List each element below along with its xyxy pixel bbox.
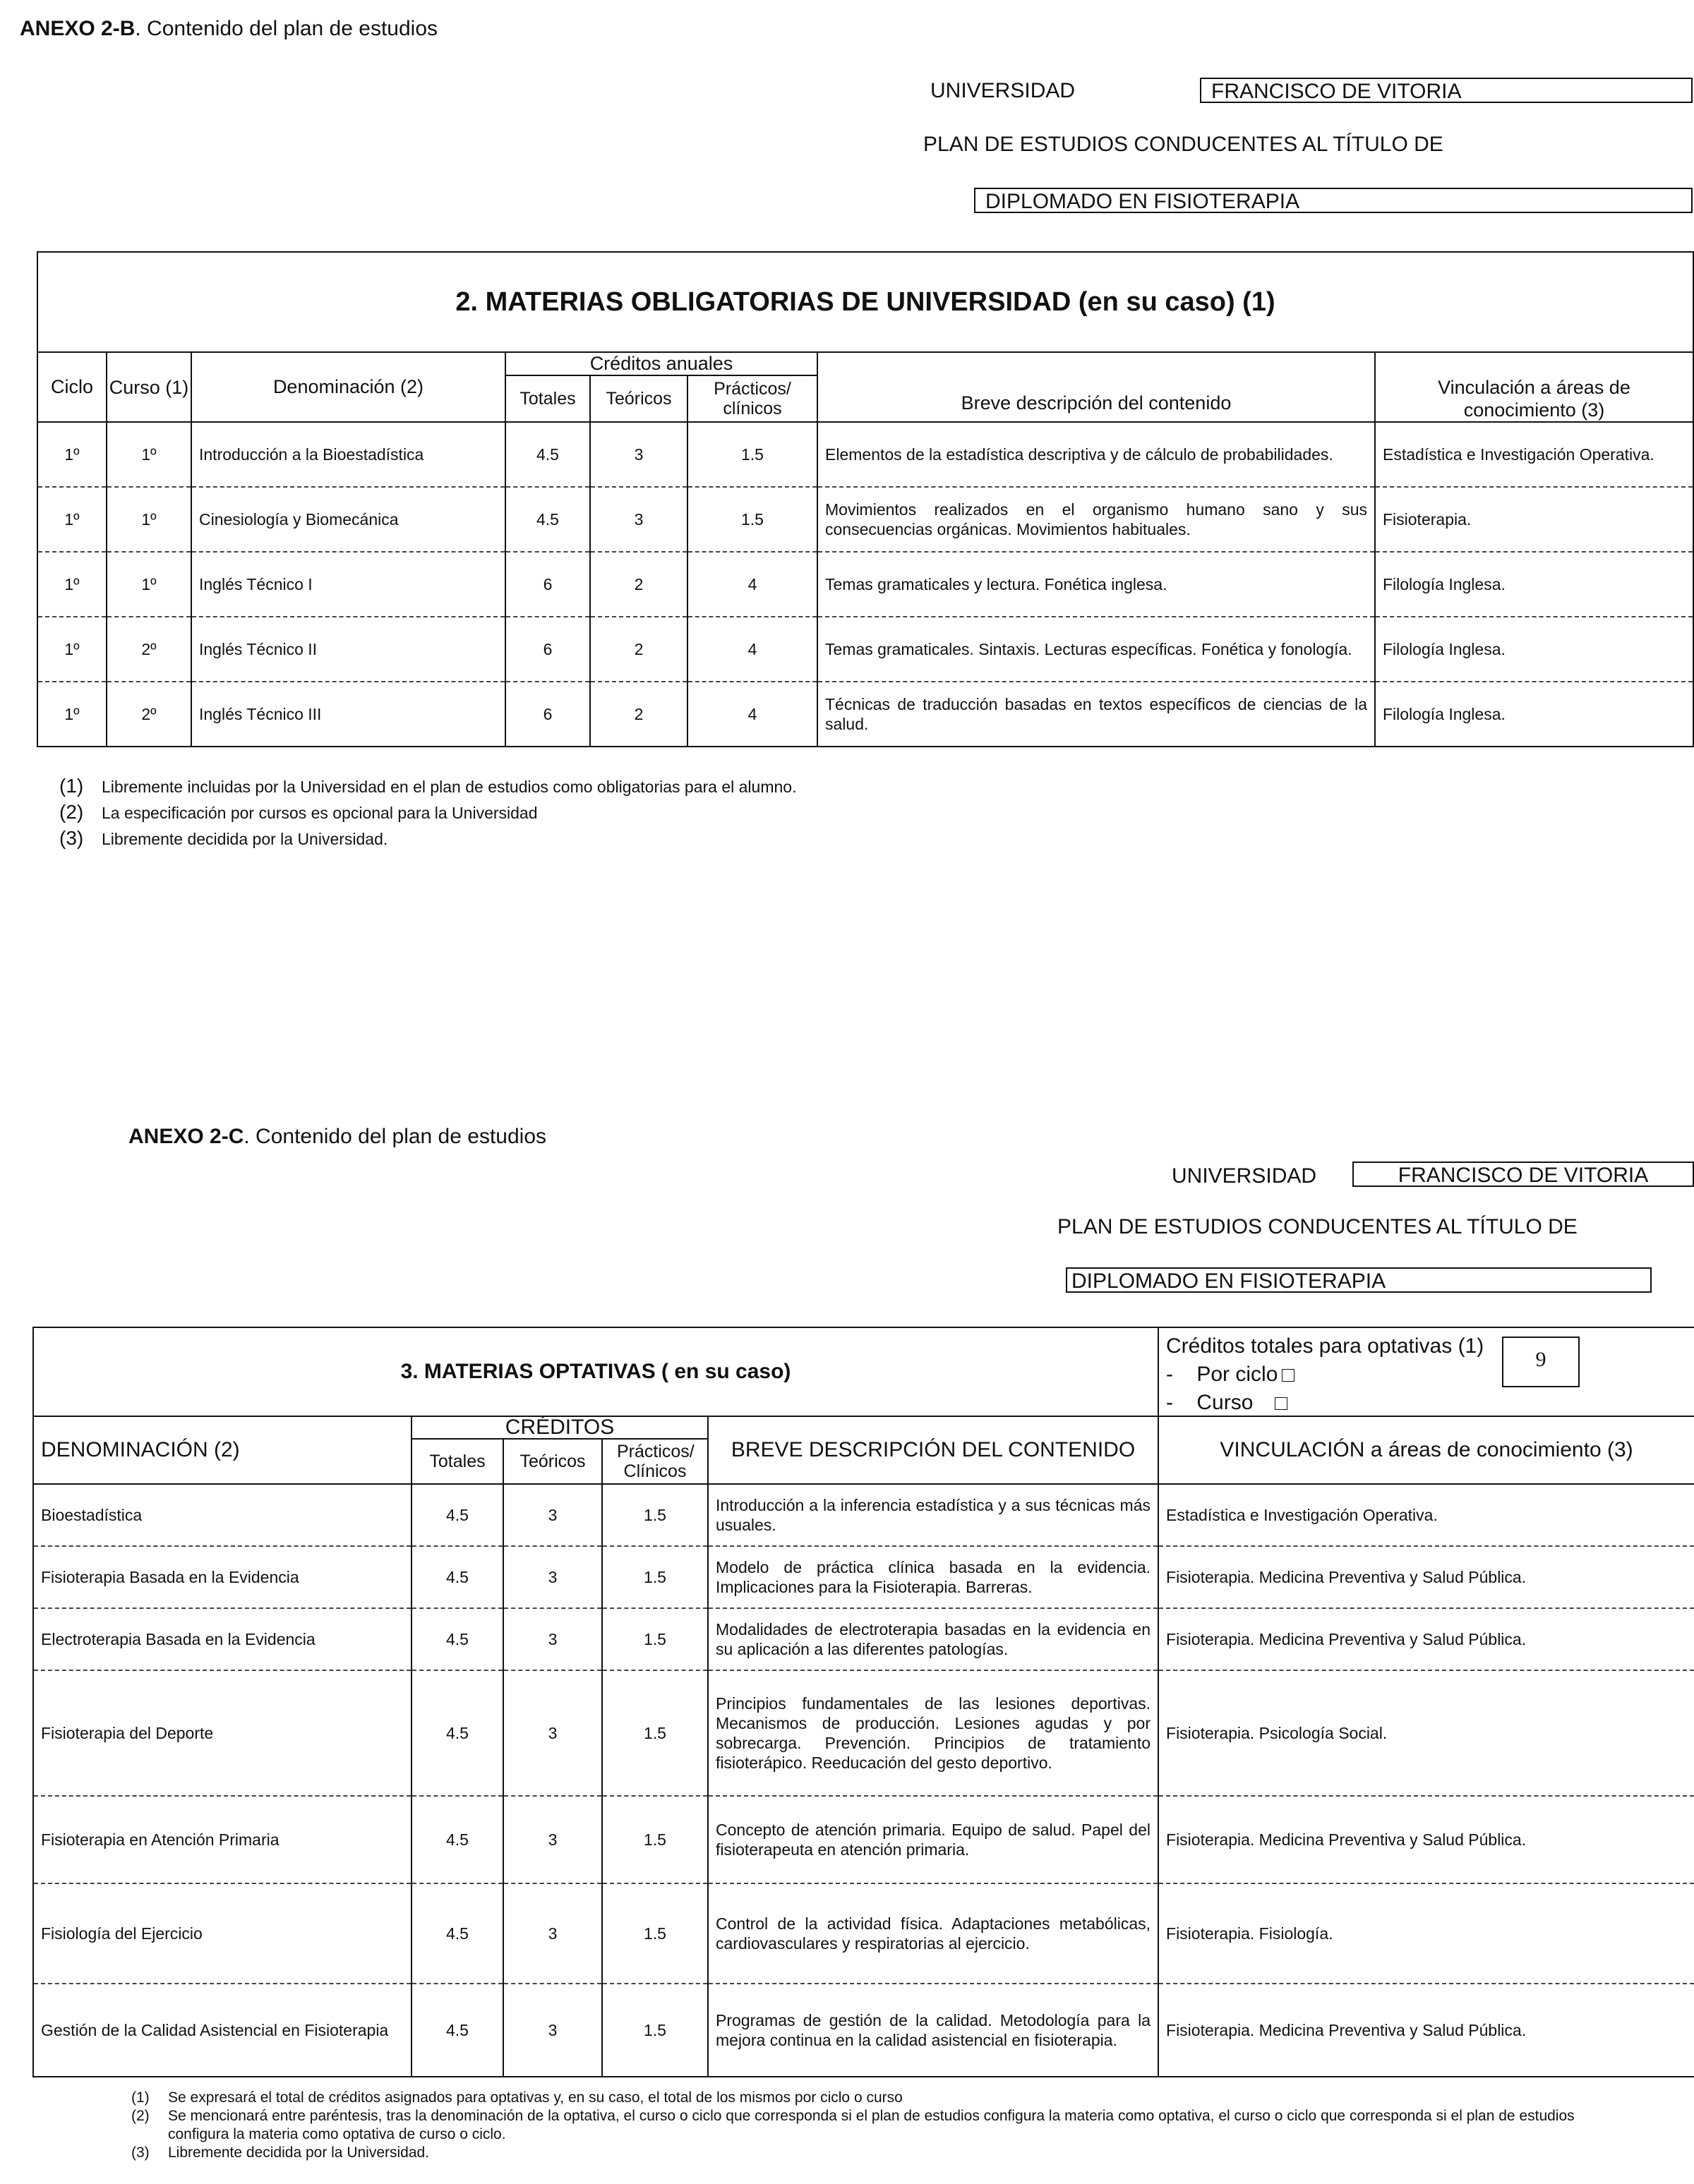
cell-descripcion: Temas gramaticales. Sintaxis. Lecturas específicas. Fonética y fonología. <box>817 617 1375 682</box>
table2-footnotes <box>131 2089 1585 2162</box>
cell-descripcion: Concepto de atención primaria. Equipo de salud. Papel del fisioterapeuta en atención primaria. <box>708 1796 1158 1883</box>
por-ciclo-checkbox <box>1282 1369 1294 1382</box>
cell-vinculacion: Fisioterapia. Psicología Social. <box>1158 1670 1694 1796</box>
cell-vinculacion: Fisioterapia. Fisiología. <box>1158 1883 1694 1984</box>
cell-descripcion: Introducción a la inferencia estadística y a sus técnicas más usuales. <box>708 1484 1158 1546</box>
table-row <box>33 1484 1694 1546</box>
cell-teoricos: 2 <box>590 552 687 617</box>
creditos-totales-cell <box>1158 1327 1694 1416</box>
titulo-field: DIPLOMADO EN FISIOTERAPIA <box>974 188 1693 213</box>
table-row <box>33 1608 1694 1670</box>
footnote-2: (2) La especificación por cursos es opcional para la Universidad <box>59 801 538 823</box>
cell-teoricos: 2 <box>590 682 687 747</box>
table1-title: 2. MATERIAS OBLIGATORIAS DE UNIVERSIDAD (en su caso) (1) <box>37 252 1693 352</box>
footnote2-1: (1) Se expresará el total de créditos asignados para optativas y, en su caso, el total de los mismos por ciclo o curso <box>131 2089 903 2106</box>
cell-descripcion: Principios fundamentales de las lesiones deportivas. Mecanismos de producción. Lesiones agudas y por sobrecarga. Prevención. Principios de tratamiento fisioterápico. Reeducación del gesto deportivo. <box>708 1670 1158 1796</box>
th2-practicos: Prácticos/ Clínicos <box>602 1439 708 1484</box>
table2-title: 3. MATERIAS OPTATIVAS ( en su caso) <box>33 1327 1158 1416</box>
cell-denominacion: Fisioterapia Basada en la Evidencia <box>33 1546 412 1608</box>
cell-vinculacion: Filología Inglesa. <box>1375 552 1693 617</box>
cell-denominacion: Inglés Técnico III <box>191 682 505 747</box>
cell-denominacion: Inglés Técnico I <box>191 552 505 617</box>
cell-totales: 6 <box>505 552 590 617</box>
plan-label: PLAN DE ESTUDIOS CONDUCENTES AL TÍTULO DE <box>923 133 1443 156</box>
cell-totales: 4.5 <box>505 487 590 552</box>
cell-totales: 4.5 <box>412 1984 503 2077</box>
cell-curso: 2º <box>107 617 191 682</box>
table-row <box>33 1883 1694 1984</box>
th2-denominacion: DENOMINACIÓN (2) <box>33 1416 412 1484</box>
cell-practicos: 1.5 <box>687 487 817 552</box>
footnote-1: (1) Libremente incluidas por la Universidad en el plan de estudios como obligatorias para el alumno. <box>59 775 797 797</box>
cell-teoricos: 3 <box>503 1670 602 1796</box>
table-row <box>37 682 1693 747</box>
curso-checkbox <box>1275 1397 1287 1410</box>
cell-totales: 4.5 <box>412 1546 503 1608</box>
cell-denominacion: Inglés Técnico II <box>191 617 505 682</box>
cell-practicos: 4 <box>687 682 817 747</box>
curso-option: - Curso <box>1166 1389 1484 1416</box>
th-practicos: Prácticos/ clínicos <box>687 375 817 422</box>
cell-vinculacion: Fisioterapia. <box>1375 487 1693 552</box>
table-row <box>37 617 1693 682</box>
cell-totales: 6 <box>505 617 590 682</box>
th-denominacion: Denominación (2) <box>191 352 505 422</box>
footnote-3: (3) Libremente decidida por la Universidad. <box>59 827 388 849</box>
cell-totales: 6 <box>505 682 590 747</box>
cell-vinculacion: Fisioterapia. Medicina Preventiva y Salud Pública. <box>1158 1796 1694 1883</box>
cell-teoricos: 3 <box>503 1484 602 1546</box>
cell-vinculacion: Fisioterapia. Medicina Preventiva y Salud Pública. <box>1158 1546 1694 1608</box>
cell-teoricos: 3 <box>590 487 687 552</box>
cell-denominacion: Fisioterapia del Deporte <box>33 1670 412 1796</box>
por-ciclo-option: - Por ciclo <box>1166 1361 1484 1389</box>
cell-totales: 4.5 <box>412 1796 503 1883</box>
cell-descripcion: Modalidades de electroterapia basadas en la evidencia en su aplicación a las diferentes patologías. <box>708 1608 1158 1670</box>
th2-creditos: CRÉDITOS <box>412 1416 708 1439</box>
cell-curso: 2º <box>107 682 191 747</box>
cell-descripcion: Técnicas de traducción basadas en textos específicos de ciencias de la salud. <box>817 682 1375 747</box>
cell-teoricos: 3 <box>503 1984 602 2077</box>
cell-curso: 1º <box>107 552 191 617</box>
anexo-2c-text: . Contenido del plan de estudios <box>244 1125 547 1148</box>
cell-ciclo: 1º <box>37 487 107 552</box>
cell-practicos: 1.5 <box>602 1883 708 1984</box>
plan-label-2: PLAN DE ESTUDIOS CONDUCENTES AL TÍTULO DE <box>1057 1215 1578 1238</box>
anexo-2b-text: . Contenido del plan de estudios <box>135 17 438 40</box>
cell-practicos: 1.5 <box>602 1546 708 1608</box>
table-row <box>37 422 1693 487</box>
cell-totales: 4.5 <box>412 1484 503 1546</box>
table1-footnotes <box>59 773 1612 852</box>
th-teoricos: Teóricos <box>590 375 687 422</box>
cell-descripcion: Temas gramaticales y lectura. Fonética inglesa. <box>817 552 1375 617</box>
cell-descripcion: Programas de gestión de la calidad. Metodología para la mejora continua en la calidad asistencial en fisioterapia. <box>708 1984 1158 2077</box>
cell-denominacion: Gestión de la Calidad Asistencial en Fisioterapia <box>41 2021 389 2039</box>
footnote2-2: (2) Se mencionará entre paréntesis, tras la denominación de la optativa, el curso o ciclo que corresponda si el plan de estudios configura la materia como optativa, el curso o ciclo que corresponda si el plan de estudios configura la materia como optativa de curso o ciclo. <box>131 2108 1575 2142</box>
cell-teoricos: 3 <box>503 1796 602 1883</box>
creditos-totales-value: 9 <box>1502 1337 1580 1387</box>
footnote2-3: (3) Libremente decidida por la Universidad. <box>131 2144 430 2161</box>
universidad-label-2: UNIVERSIDAD <box>1172 1164 1317 1188</box>
anexo-2c-code: ANEXO 2-C <box>128 1125 244 1148</box>
cell-denominacion: Cinesiología y Biomecánica <box>191 487 505 552</box>
materias-obligatorias-table <box>37 251 1694 747</box>
universidad-field-2: FRANCISCO DE VITORIA <box>1352 1162 1694 1187</box>
cell-vinculacion: Fisioterapia. Medicina Preventiva y Salud Pública. <box>1158 1984 1694 2077</box>
table-row <box>37 487 1693 552</box>
cell-teoricos: 3 <box>503 1883 602 1984</box>
table-row <box>37 552 1693 617</box>
cell-descripcion: Control de la actividad física. Adaptaciones metabólicas, cardiovasculares y respiratorias al ejercicio. <box>708 1883 1158 1984</box>
th-descripcion: Breve descripción del contenido <box>817 352 1375 422</box>
table-row <box>33 1670 1694 1796</box>
cell-denominacion: Fisioterapia en Atención Primaria <box>33 1796 412 1883</box>
th2-totales: Totales <box>412 1439 503 1484</box>
cell-teoricos: 3 <box>503 1546 602 1608</box>
cell-practicos: 1.5 <box>602 1484 708 1546</box>
cell-curso: 1º <box>107 487 191 552</box>
cell-descripcion: Modelo de práctica clínica basada en la evidencia. Implicaciones para la Fisioterapia. Barreras. <box>708 1546 1158 1608</box>
cell-ciclo: 1º <box>37 617 107 682</box>
table-row <box>33 1546 1694 1608</box>
th-vinculacion: Vinculación a áreas de conocimiento (3) <box>1375 352 1693 422</box>
cell-teoricos: 2 <box>590 617 687 682</box>
cell-descripcion: Elementos de la estadística descriptiva y de cálculo de probabilidades. <box>817 422 1375 487</box>
th-creditos-anuales: Créditos anuales <box>505 352 817 375</box>
cell-practicos: 1.5 <box>687 422 817 487</box>
cell-descripcion: Movimientos realizados en el organismo humano sano y sus consecuencias orgánicas. Movimientos habituales. <box>817 487 1375 552</box>
cell-practicos: 1.5 <box>602 1984 708 2077</box>
th-totales: Totales <box>505 375 590 422</box>
cell-totales: 4.5 <box>412 1883 503 1984</box>
creditos-totales-label: Créditos totales para optativas (1) <box>1166 1334 1484 1358</box>
cell-vinculacion: Filología Inglesa. <box>1375 617 1693 682</box>
cell-ciclo: 1º <box>64 704 80 723</box>
titulo-field-2: DIPLOMADO EN FISIOTERAPIA <box>1066 1267 1652 1293</box>
cell-totales: 4.5 <box>505 422 590 487</box>
cell-ciclo: 1º <box>37 422 107 487</box>
cell-denominacion: Introducción a la Bioestadística <box>191 422 505 487</box>
cell-denominacion: Bioestadística <box>33 1484 412 1546</box>
materias-optativas-table <box>32 1327 1694 2077</box>
cell-practicos: 4 <box>687 617 817 682</box>
cell-teoricos: 3 <box>503 1608 602 1670</box>
cell-vinculacion: Estadística e Investigación Operativa. <box>1375 422 1693 487</box>
anexo-2b-code: ANEXO 2-B <box>20 17 136 40</box>
cell-totales: 4.5 <box>412 1608 503 1670</box>
cell-vinculacion: Fisioterapia. Medicina Preventiva y Salud Pública. <box>1158 1608 1694 1670</box>
anexo-2c-heading <box>128 1125 546 1149</box>
cell-curso: 1º <box>107 422 191 487</box>
cell-ciclo: 1º <box>37 552 107 617</box>
cell-practicos: 1.5 <box>602 1670 708 1796</box>
th2-descripcion: BREVE DESCRIPCIÓN DEL CONTENIDO <box>708 1416 1158 1484</box>
th2-vinculacion: VINCULACIÓN a áreas de conocimiento (3) <box>1158 1416 1694 1484</box>
th-curso: Curso (1) <box>107 352 191 422</box>
cell-vinculacion: Estadística e Investigación Operativa. <box>1158 1484 1694 1546</box>
cell-totales: 4.5 <box>412 1670 503 1796</box>
universidad-label: UNIVERSIDAD <box>930 79 1076 102</box>
table-row <box>33 1796 1694 1883</box>
cell-vinculacion: Filología Inglesa. <box>1375 682 1693 747</box>
cell-teoricos: 3 <box>590 422 687 487</box>
cell-denominacion: Electroterapia Basada en la Evidencia <box>33 1608 412 1670</box>
cell-practicos: 1.5 <box>602 1608 708 1670</box>
cell-practicos: 4 <box>687 552 817 617</box>
universidad-field: FRANCISCO DE VITORIA <box>1200 78 1693 103</box>
table-row <box>33 1984 1694 2077</box>
th-ciclo: Ciclo <box>37 352 107 422</box>
th2-teoricos: Teóricos <box>503 1439 602 1484</box>
cell-practicos: 1.5 <box>602 1796 708 1883</box>
cell-denominacion: Fisiología del Ejercicio <box>33 1883 412 1984</box>
anexo-2b-heading <box>20 17 438 41</box>
